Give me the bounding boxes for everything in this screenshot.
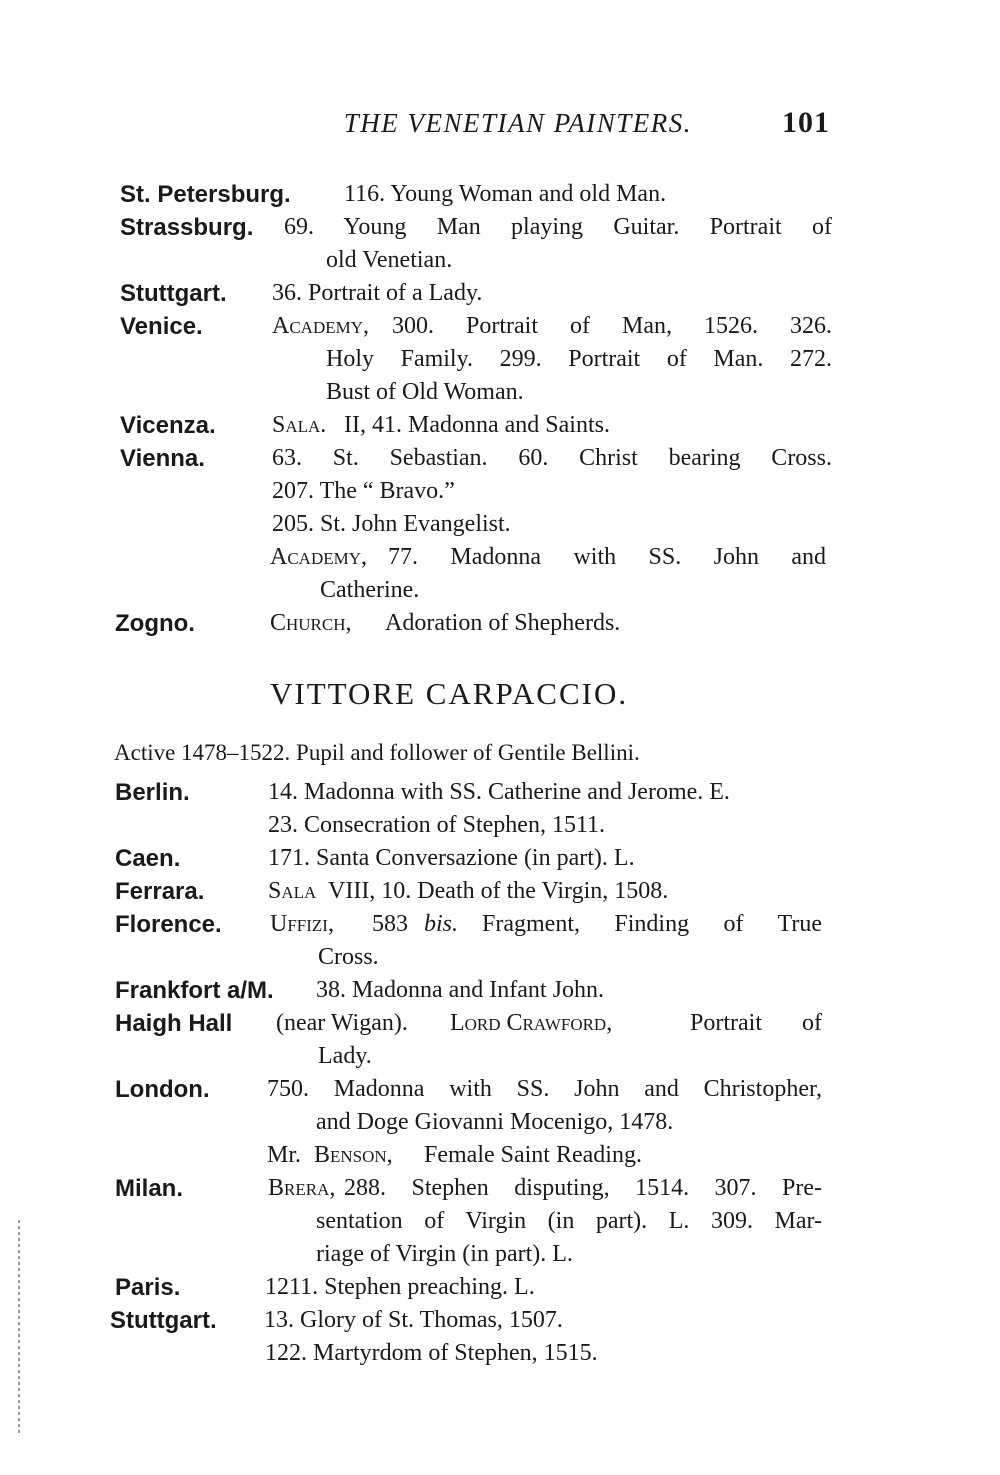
entry-text: Bust of Old Woman. <box>326 379 524 405</box>
location-list-continued <box>0 178 1000 640</box>
entry-text: 116. Young Woman and old Man. <box>344 181 667 207</box>
entry-text: 77. Madonna with SS. John and <box>388 544 826 570</box>
entry-text: Catherine. <box>320 577 420 603</box>
page-number: 101 <box>782 106 830 139</box>
entry-continuation <box>0 1205 1000 1238</box>
entry-text: 1211. Stephen preaching. L. <box>265 1274 535 1300</box>
place-name: Stuttgart. <box>110 1307 217 1334</box>
entry-zogno <box>0 607 1000 640</box>
entry-continuation <box>0 1040 1000 1073</box>
place-name: Zogno. <box>115 610 195 637</box>
entry-text: riage of Virgin (in part). L. <box>316 1241 573 1267</box>
running-title: THE VENETIAN PAINTERS. <box>343 108 692 138</box>
entry-text: old Venetian. <box>326 247 453 273</box>
entry-text: Holy Family. 299. Portrait of Man. 272. <box>326 346 832 372</box>
collector-name: Lord Crawford, <box>450 1010 613 1036</box>
gallery-name: Church, <box>270 610 352 636</box>
entry-text: 288. Stephen disputing, 1514. 307. Pre- <box>344 1175 822 1201</box>
entry-london <box>0 1073 1000 1106</box>
entry-text: II, 41. Madonna and Saints. <box>344 412 610 438</box>
place-name: Stuttgart. <box>120 280 227 307</box>
place-name: Haigh Hall <box>115 1010 233 1037</box>
entry-text: 122. Martyrdom of Stephen, 1515. <box>265 1340 598 1366</box>
gallery-name: Academy, <box>272 313 370 339</box>
entry-continuation <box>0 343 1000 376</box>
place-name: Paris. <box>115 1274 181 1301</box>
catalogue-number: 583 <box>372 911 408 937</box>
entry-florence <box>0 908 1000 941</box>
entry-text: Female Saint Reading. <box>424 1142 642 1168</box>
entry-text: (near Wigan). <box>276 1010 408 1036</box>
entry-continuation <box>0 809 1000 842</box>
entry-text: 750. Madonna with SS. John and Christopher, <box>267 1076 822 1102</box>
entry-continuation <box>0 1238 1000 1271</box>
entry-stuttgart <box>0 1304 1000 1337</box>
entry-text: and Doge Giovanni Mocenigo, 1478. <box>316 1109 674 1135</box>
entry-text: sentation of Virgin (in part). L. 309. Mar- <box>316 1208 822 1234</box>
entry-text: Cross. <box>318 944 379 970</box>
entry-text: 23. Consecration of Stephen, 1511. <box>268 812 606 838</box>
place-name: Frankfort a/M. <box>115 977 274 1004</box>
entry-text: VIII, 10. Death of the Virgin, 1508. <box>328 878 669 904</box>
entry-continuation <box>0 475 1000 508</box>
entry-text: 13. Glory of St. Thomas, 1507. <box>264 1307 563 1333</box>
gallery-name: Academy, <box>270 544 368 570</box>
place-name: Ferrara. <box>115 878 205 905</box>
entry-text: Fragment, Finding of True <box>482 911 822 937</box>
artist-intro: Active 1478–1522. Pupil and follower of Gentile Bellini. <box>114 740 640 765</box>
place-name: Vienna. <box>120 445 205 472</box>
gallery-name: Brera, <box>268 1175 336 1201</box>
entry-vienna <box>0 442 1000 475</box>
entry-text: 205. St. John Evangelist. <box>272 511 511 537</box>
gallery-name: Sala <box>268 878 317 904</box>
collector-name: Benson, <box>314 1142 393 1168</box>
place-name: Berlin. <box>115 779 190 806</box>
place-name: Milan. <box>115 1175 184 1202</box>
carpaccio-location-list <box>0 776 1000 1370</box>
artist-heading: VITTORE CARPACCIO. <box>270 676 629 711</box>
entry-continuation <box>0 244 1000 277</box>
place-name: Venice. <box>120 313 203 340</box>
entry-text: Lady. <box>318 1043 372 1069</box>
place-name: Florence. <box>115 911 222 938</box>
page-header <box>110 108 832 148</box>
entry-text: Mr. <box>267 1142 302 1168</box>
scan-edge-mark <box>18 1220 20 1435</box>
entry-frankfort <box>0 974 1000 1007</box>
entry-venice <box>0 310 1000 343</box>
entry-text: 36. Portrait of a Lady. <box>272 280 483 306</box>
place-name: St. Petersburg. <box>120 181 291 208</box>
entry-continuation <box>0 541 1000 574</box>
entry-text: 38. Madonna and Infant John. <box>316 977 604 1003</box>
entry-continuation <box>0 574 1000 607</box>
place-name: Strassburg. <box>120 214 254 241</box>
entry-paris <box>0 1271 1000 1304</box>
entry-continuation <box>0 1139 1000 1172</box>
entry-continuation <box>0 1337 1000 1370</box>
entry-text: 207. The “ Bravo.” <box>272 478 455 504</box>
entry-text: Portrait of <box>690 1010 822 1036</box>
place-name: Caen. <box>115 845 181 872</box>
entry-st-petersburg <box>0 178 1000 211</box>
entry-berlin <box>0 776 1000 809</box>
entry-text: 63. St. Sebastian. 60. Christ bearing Cross. <box>272 445 832 471</box>
bis-marker: bis. <box>424 911 459 937</box>
entry-text: 14. Madonna with SS. Catherine and Jerome. E. <box>268 779 730 805</box>
entry-continuation <box>0 941 1000 974</box>
entry-vicenza <box>0 409 1000 442</box>
entry-continuation <box>0 376 1000 409</box>
entry-text: 171. Santa Conversazione (in part). L. <box>268 845 635 871</box>
entry-caen <box>0 842 1000 875</box>
entry-ferrara <box>0 875 1000 908</box>
entry-milan <box>0 1172 1000 1205</box>
entry-text: 69. Young Man playing Guitar. Portrait of <box>284 214 832 240</box>
entry-text: 300. Portrait of Man, 1526. 326. <box>392 313 832 339</box>
place-name: London. <box>115 1076 210 1103</box>
entry-haigh-hall <box>0 1007 1000 1040</box>
entry-stuttgart <box>0 277 1000 310</box>
place-name: Vicenza. <box>120 412 216 439</box>
entry-strassburg <box>0 211 1000 244</box>
gallery-name: Sala. <box>272 412 327 438</box>
entry-continuation <box>0 1106 1000 1139</box>
gallery-name: Uffizi, <box>270 911 334 937</box>
entry-continuation <box>0 508 1000 541</box>
entry-text: Adoration of Shepherds. <box>385 610 621 636</box>
